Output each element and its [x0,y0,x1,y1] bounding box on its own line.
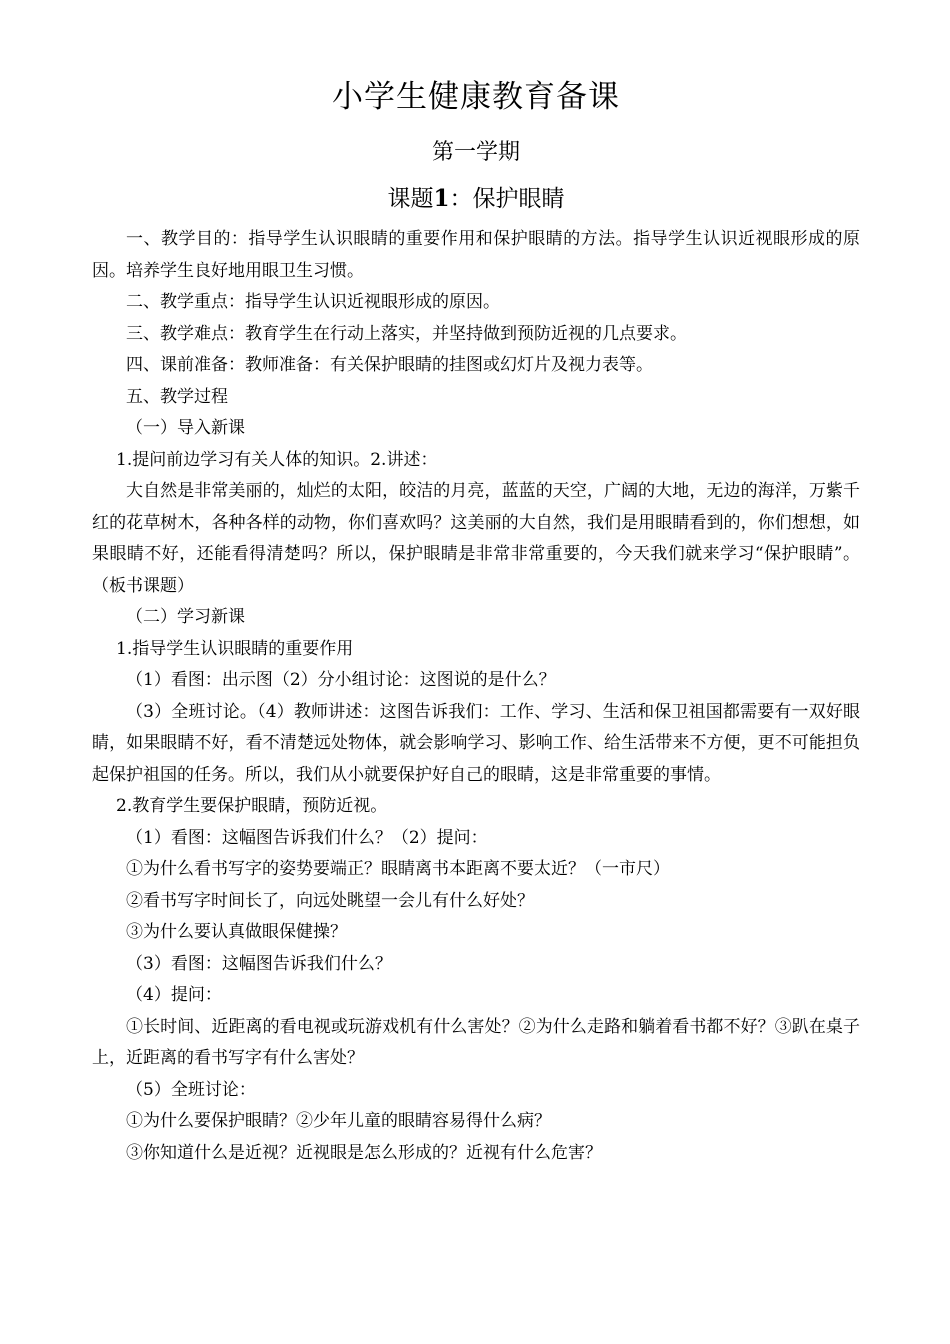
lesson-name: ：保护眼睛 [449,186,565,212]
process-heading: 五、教学过程 [126,386,228,407]
narration-paragraph: 大自然是非常美丽的，灿烂的太阳，皎洁的月亮，蓝蓝的天空，广阔的大地，无边的海洋，万紫千红的花草树木，各种各样的动物，你们喜欢吗？这美丽的大自然，我们是用眼睛看到的，你们想想，如果眼睛不好，还能看得清楚吗？所以，保护眼睛是非常非常重要的，今天我们就来学习“保护眼睛”。（板书课题） [92,481,860,596]
lesson-number: 1 [433,185,450,212]
ask-heading: （4）提问： [126,985,222,1005]
question-item-3: ③为什么要认真做眼保健操？ [126,922,347,942]
section-intro-heading: （一）导入新课 [126,418,245,438]
learn-step-2: 2.教育学生要保护眼睛，预防近视。 [116,796,388,816]
picture-discussion-line: （1）看图：出示图（2）分小组讨论：这图说的是什么？ [126,670,556,690]
teacher-narration-paragraph: （3）全班讨论。（4）教师讲述：这图告诉我们：工作、学习、生活和保卫祖国都需要有一双好眼睛，如果眼睛不好，看不清楚远处物体，就会影响学习、影响工作、给生活带来不方便，更不可能担负起保护祖国的任务。所以，我们从小就要保护好自己的眼睛，这是非常重要的事情。 [92,701,860,785]
discussion-item-2: ③你知道什么是近视？近视眼是怎么形成的？近视有什么危害？ [126,1142,602,1163]
picture-question-line-2: （3）看图：这幅图告诉我们什么？ [126,953,392,974]
preparation-paragraph: 四、课前准备：教师准备：有关保护眼睛的挂图或幻灯片及视力表等。 [126,355,653,375]
document-title: 小学生健康教育备课 [332,79,620,115]
lesson-heading [92,182,860,216]
objective-paragraph: 一、教学目的：指导学生认识眼睛的重要作用和保护眼睛的方法。指导学生认识近视眼形成的原因。培养学生良好地用眼卫生习惯。 [92,229,860,281]
question-item-1: ①为什么看书写字的姿势要端正？眼睛离书本距离不要太近？（一市尺） [126,859,670,879]
learn-step-1: 1.指导学生认识眼睛的重要作用 [116,638,354,659]
question-item-2: ②看书写字时间长了，向远处眺望一会儿有什么好处？ [126,890,534,911]
document-page [92,72,860,1169]
difficulty-paragraph: 三、教学难点：教育学生在行动上落实，并坚持做到预防近视的几点要求。 [126,323,687,344]
key-point-paragraph: 二、教学重点：指导学生认识近视眼形成的原因。 [126,292,500,312]
lesson-prefix: 课题 [387,186,434,212]
term-heading: 第一学期 [431,140,520,165]
class-discussion-heading: （5）全班讨论： [126,1079,256,1100]
discussion-item-1: ①为什么要保护眼睛？②少年儿童的眼睛容易得什么病？ [126,1111,551,1131]
section-learn-heading: （二）学习新课 [126,607,245,627]
intro-step-line: 1.提问前边学习有关人体的知识。2.讲述： [116,449,438,470]
harm-questions-paragraph: ①长时间、近距离的看电视或玩游戏机有什么害处？②为什么走路和躺着看书都不好？③趴在桌子上，近距离的看书写字有什么害处？ [92,1016,860,1068]
picture-question-line: （1）看图：这幅图告诉我们什么？（2）提问： [126,827,488,848]
